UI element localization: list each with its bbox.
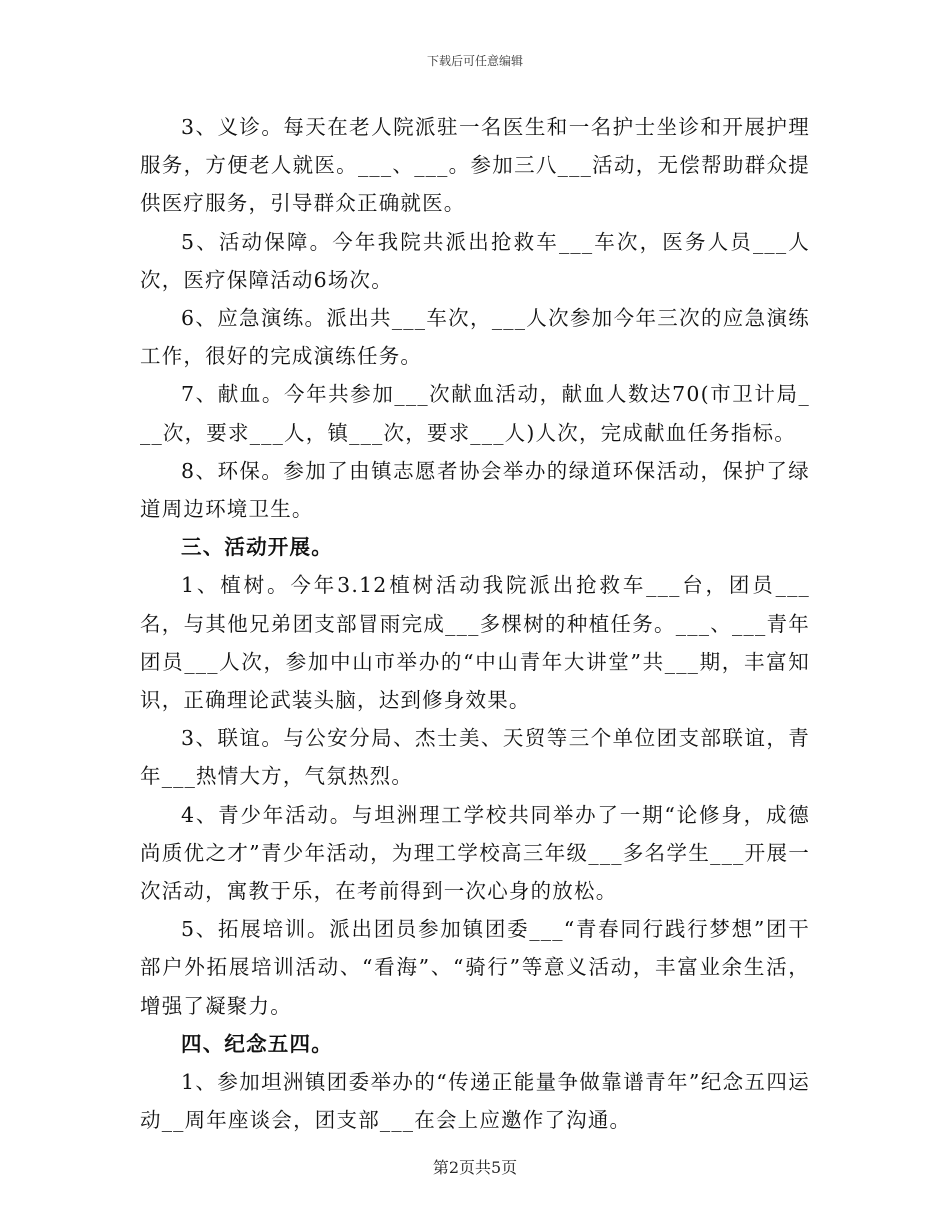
page-footer: 第2页共5页 xyxy=(432,1158,518,1177)
paragraph: 6、应急演练。派出共___车次，___人次参加今年三次的应急演练工作，很好的完成演练任务。 xyxy=(140,306,810,369)
paragraph: 7、献血。今年共参加___次献血活动，献血人数达70(市卫计局___次，要求___人，镇___次，要求___人)人次，完成献血任务指标。 xyxy=(140,382,810,445)
page-header: 下载后可任意编辑 xyxy=(426,54,523,68)
paragraph: 3、联谊。与公安分局、杰士美、天贸等三个单位团支部联谊，青年___热情大方，气氛热烈。 xyxy=(140,726,810,789)
paragraph: 3、义诊。每天在老人院派驻一名医生和一名护士坐诊和开展护理服务，方便老人就医。___、___。参加三八___活动，无偿帮助群众提供医疗服务，引导群众正确就医。 xyxy=(140,115,810,216)
paragraph: 1、植树。今年3.12植树活动我院派出抢救车___台，团员___名，与其他兄弟团支部冒雨完成___多棵树的种植任务。___、___青年团员___人次，参加中山市举办的“中山青年大讲堂”共___期，丰富知识，正确理论武装头脑，达到修身效果。 xyxy=(140,573,810,713)
paragraph: 5、活动保障。今年我院共派出抢救车___车次，医务人员___人次，医疗保障活动6场次。 xyxy=(140,229,810,292)
section-heading: 四、纪念五四。 xyxy=(181,1031,333,1056)
section-heading: 三、活动开展。 xyxy=(181,535,333,560)
paragraph: 8、环保。参加了由镇志愿者协会举办的绿道环保活动，保护了绿道周边环境卫生。 xyxy=(140,458,810,522)
paragraph: 1、参加坦洲镇团委举办的“传递正能量争做靠谱青年”纪念五四运动__周年座谈会，团支部___在会上应邀作了沟通。 xyxy=(140,1070,810,1133)
document-body xyxy=(140,108,810,1139)
paragraph: 4、青少年活动。与坦洲理工学校共同举办了一期“论修身，成德尚质优之才”青少年活动，为理工学校高三年级___多名学生___开展一次活动，寓教于乐，在考前得到一次心身的放松。 xyxy=(140,802,810,904)
paragraph: 5、拓展培训。派出团员参加镇团委___“青春同行践行梦想”团干部户外拓展培训活动、“看海”、“骑行”等意义活动，丰富业余生活，增强了凝聚力。 xyxy=(140,917,810,1018)
